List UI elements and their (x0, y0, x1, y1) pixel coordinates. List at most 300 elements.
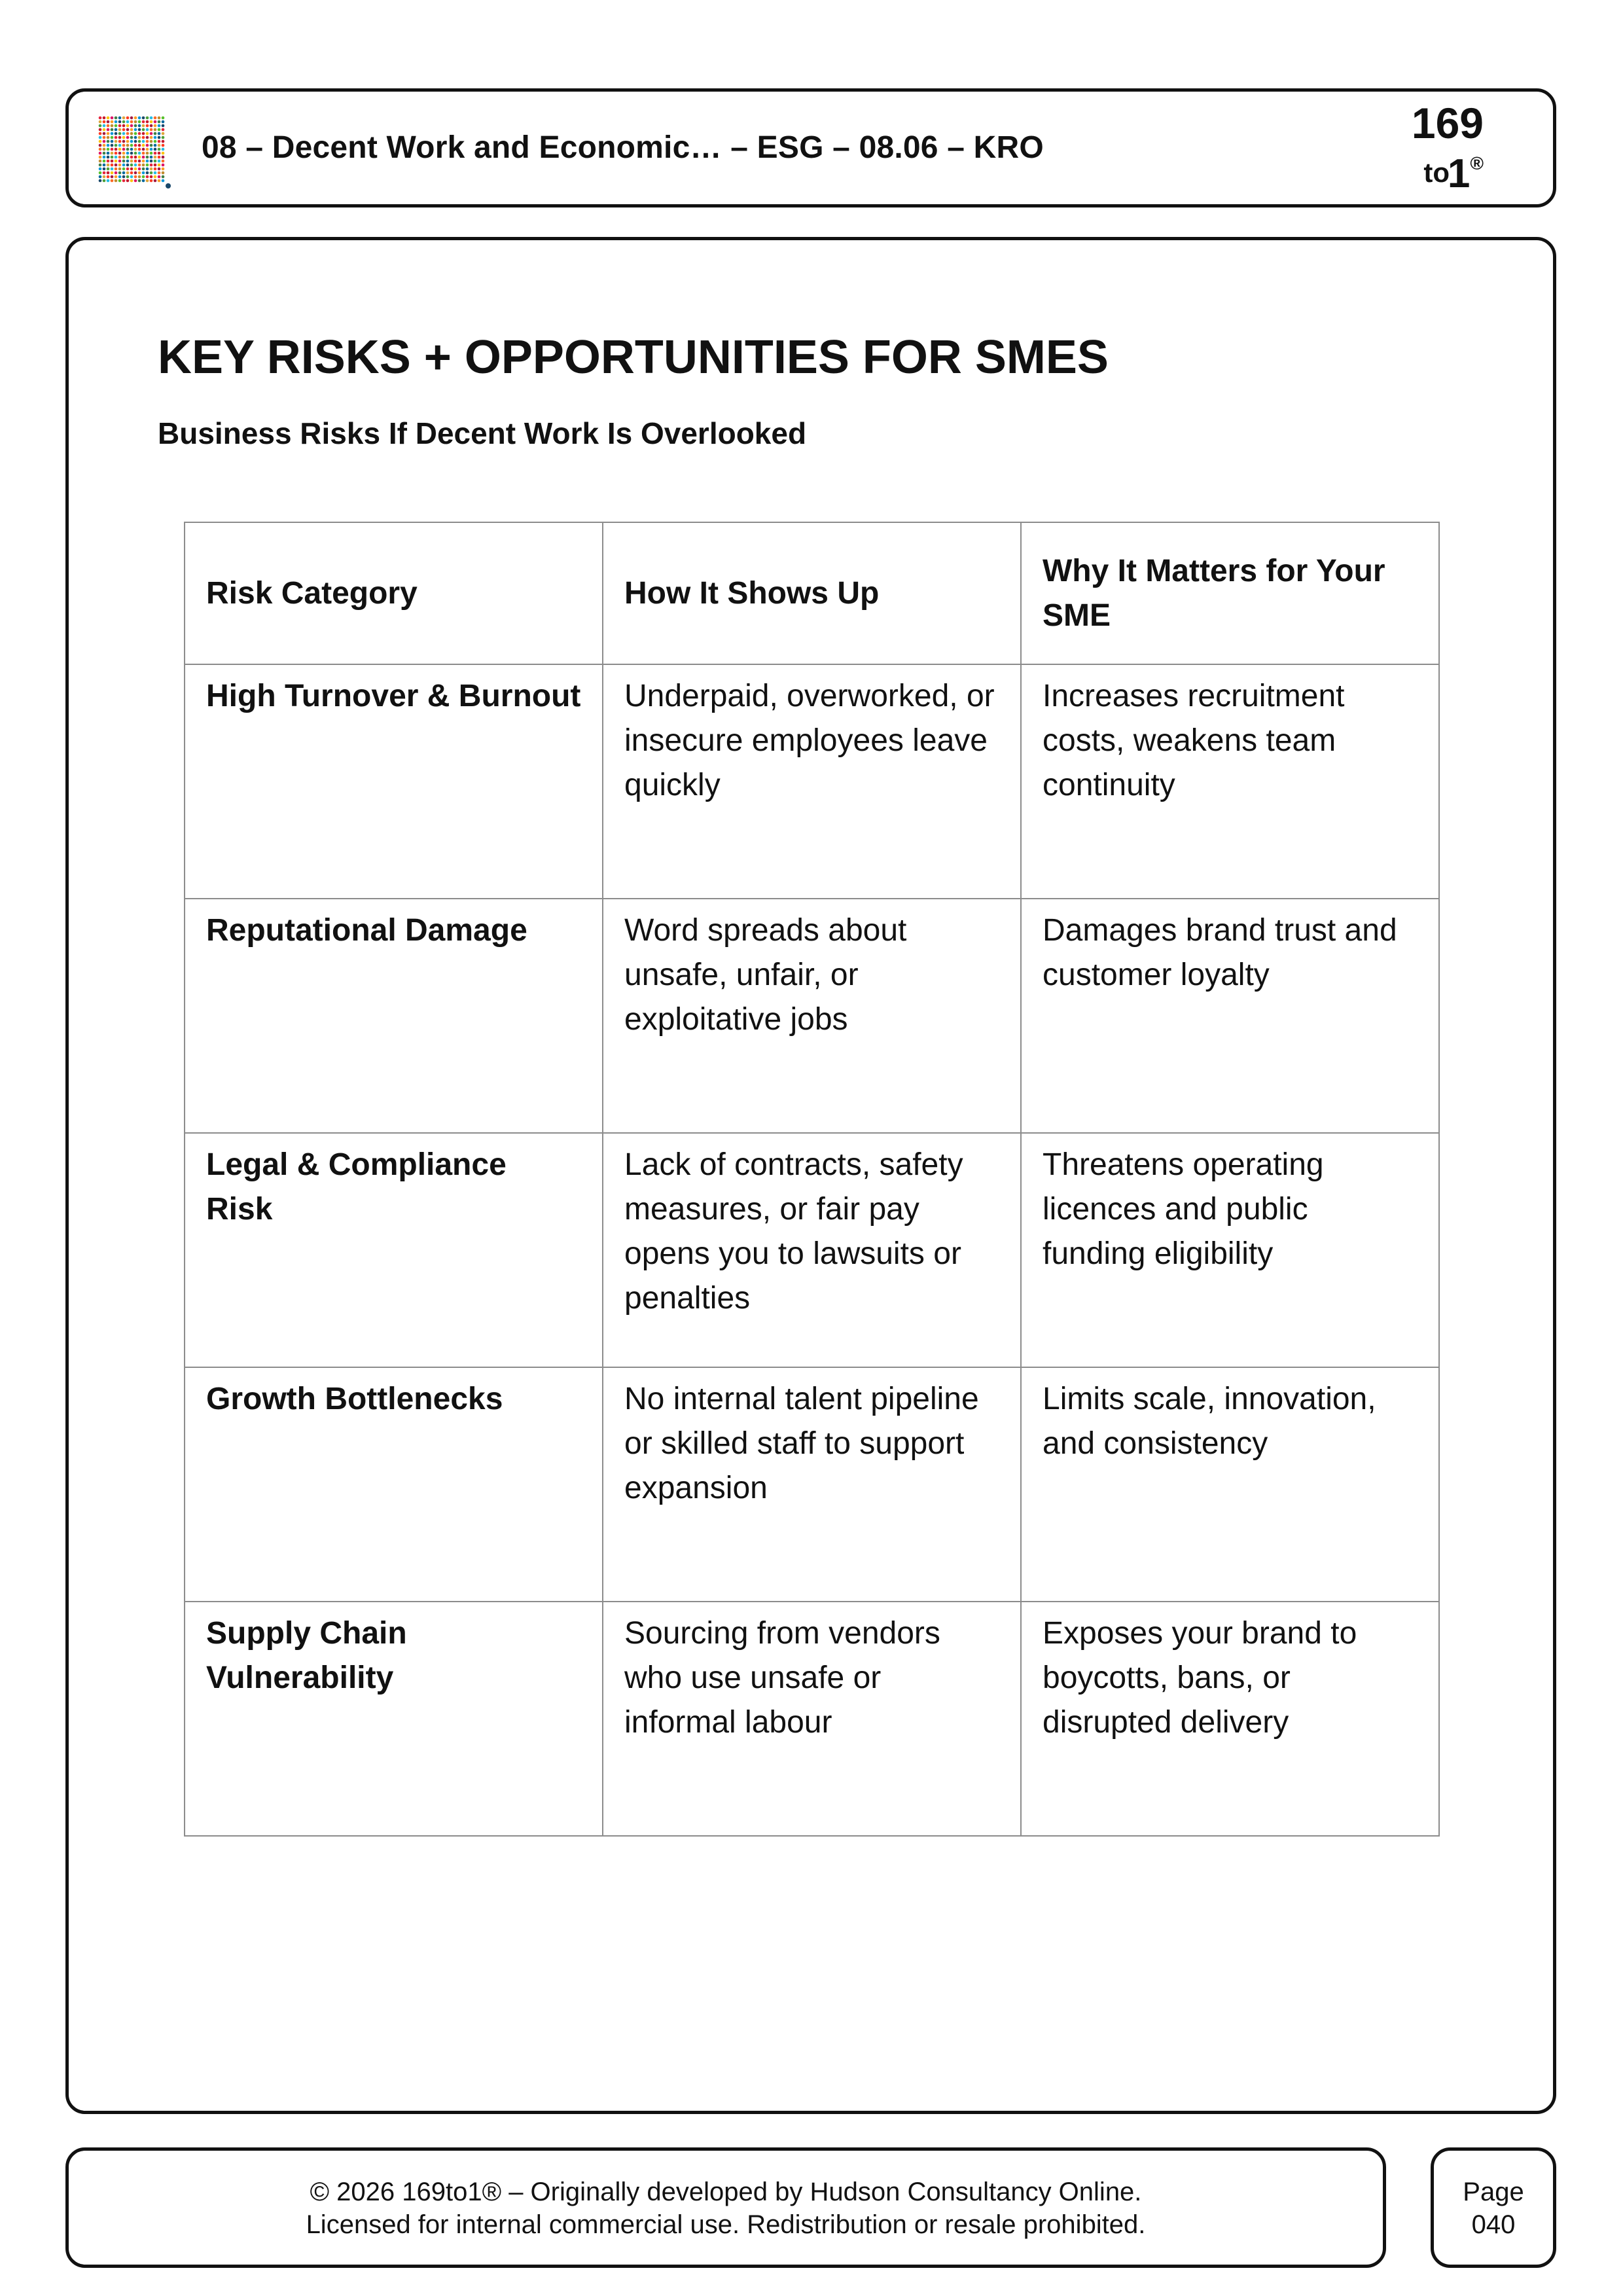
logo-dot (115, 175, 118, 179)
logo-dot (162, 175, 165, 179)
logo-dot (134, 128, 137, 132)
logo-dot (162, 132, 165, 135)
logo-dot (115, 160, 118, 163)
logo-dot (111, 171, 114, 175)
shows-up-cell: Sourcing from vendors who use unsafe or informal labour (603, 1602, 1021, 1836)
logo-dot (150, 175, 153, 179)
logo-dot (122, 160, 126, 163)
page-number: 040 (1471, 2210, 1516, 2239)
logo-dot (111, 124, 114, 128)
logo-dot (107, 179, 110, 183)
logo-dot (111, 175, 114, 179)
logo-dot (118, 124, 122, 128)
logo-dot (150, 120, 153, 124)
logo-dot (134, 152, 137, 155)
table-row (185, 1367, 1439, 1602)
shows-up-cell: Lack of contracts, safety measures, or fair pay opens you to lawsuits or penalties (603, 1133, 1021, 1367)
content-panel (65, 237, 1556, 2114)
logo-dot (126, 164, 130, 167)
logo-dot (99, 144, 102, 147)
logo-dot (122, 171, 126, 175)
logo-dot (103, 144, 106, 147)
logo-dot (107, 171, 110, 175)
logo-dot (111, 160, 114, 163)
logo-dot (122, 148, 126, 151)
logo-dot (134, 160, 137, 163)
logo-dot (111, 152, 114, 155)
why-matters-cell: Exposes your brand to boycotts, bans, or disrupted delivery (1021, 1602, 1439, 1836)
logo-dot (126, 120, 130, 124)
copyright-line: © 2026 169to1® – Originally developed by Hudson Consultancy Online. (310, 2178, 1142, 2206)
logo-dot (126, 148, 130, 151)
logo-dot (158, 128, 161, 132)
logo-dot (126, 152, 130, 155)
table-row (185, 899, 1439, 1133)
logo-dot (158, 136, 161, 139)
logo-dot (150, 179, 153, 183)
logo-dot (146, 117, 149, 120)
risk-category-cell: Legal & Compliance Risk (185, 1133, 603, 1367)
page-label: Page (1463, 2178, 1524, 2206)
logo-dot (126, 179, 130, 183)
logo-dot (146, 152, 149, 155)
logo-dot (115, 171, 118, 175)
logo-dot (122, 140, 126, 143)
logo-dot (122, 128, 126, 132)
logo-dot (138, 179, 141, 183)
logo-dot (142, 148, 145, 151)
logo-dot (154, 132, 157, 135)
logo-dot (103, 117, 106, 120)
logo-dot (103, 148, 106, 151)
logo-dot (158, 120, 161, 124)
logo-dot (122, 144, 126, 147)
logo-dot (158, 179, 161, 183)
logo-dot (130, 164, 134, 167)
logo-dot (126, 117, 130, 120)
logo-dot (154, 156, 157, 159)
brand-logo (1389, 98, 1494, 203)
logo-dot (103, 120, 106, 124)
logo-dot (130, 132, 134, 135)
risk-category-cell: Growth Bottlenecks (185, 1367, 603, 1602)
logo-dot (162, 140, 165, 143)
logo-dot (158, 140, 161, 143)
logo-dot (130, 152, 134, 155)
logo-dot (111, 120, 114, 124)
logo-dot (158, 156, 161, 159)
logo-dot (103, 160, 106, 163)
logo-dot (118, 152, 122, 155)
logo-dot (146, 179, 149, 183)
logo-dot (162, 164, 165, 167)
logo-dot (134, 175, 137, 179)
logo-dot (154, 164, 157, 167)
logo-dot (99, 140, 102, 143)
logo-dot (122, 152, 126, 155)
logo-dot (115, 136, 118, 139)
logo-dot (99, 148, 102, 151)
logo-dot (107, 144, 110, 147)
logo-dot (118, 117, 122, 120)
logo-dot (107, 148, 110, 151)
logo-dot (150, 156, 153, 159)
logo-dot (107, 132, 110, 135)
why-matters-cell: Damages brand trust and customer loyalty (1021, 899, 1439, 1133)
logo-dot (107, 160, 110, 163)
logo-dot (150, 128, 153, 132)
logo-dot (162, 128, 165, 132)
logo-dot (103, 136, 106, 139)
logo-dot (126, 168, 130, 171)
logo-dot (115, 120, 118, 124)
logo-dot (162, 120, 165, 124)
logo-dot (134, 124, 137, 128)
logo-dot (126, 124, 130, 128)
logo-dot (99, 156, 102, 159)
sdg-dot-grid-icon (98, 115, 171, 188)
why-matters-cell: Threatens operating licences and public funding eligibility (1021, 1133, 1439, 1367)
logo-dot (146, 160, 149, 163)
logo-dot (130, 175, 134, 179)
logo-dot (115, 179, 118, 183)
document-title: 08 – Decent Work and Economic… – ESG – 08.06 – KRO (202, 130, 1044, 165)
logo-dot (158, 148, 161, 151)
logo-dot (122, 120, 126, 124)
logo-dot (146, 168, 149, 171)
logo-dot (134, 117, 137, 120)
logo-dot (122, 156, 126, 159)
logo-dot (142, 175, 145, 179)
shows-up-cell: Word spreads about unsafe, unfair, or exploitative jobs (603, 899, 1021, 1133)
logo-dot (130, 156, 134, 159)
logo-dot (126, 175, 130, 179)
logo-dot (158, 132, 161, 135)
logo-dot (126, 156, 130, 159)
brand-one-digit: 1 (1447, 151, 1471, 196)
table-row (185, 1133, 1439, 1367)
logo-dot (150, 132, 153, 135)
logo-dot (99, 132, 102, 135)
logo-dot (158, 152, 161, 155)
logo-dot (99, 136, 102, 139)
logo-dot (146, 144, 149, 147)
why-matters-cell: Increases recruitment costs, weakens team continuity (1021, 664, 1439, 899)
logo-dot (115, 164, 118, 167)
logo-dot (162, 152, 165, 155)
logo-dot (115, 132, 118, 135)
logo-dot (150, 148, 153, 151)
logo-dot (111, 128, 114, 132)
logo-dot (118, 175, 122, 179)
logo-dot (122, 168, 126, 171)
logo-dot (126, 160, 130, 163)
logo-dot (162, 156, 165, 159)
logo-dot (162, 168, 165, 171)
logo-dot (134, 144, 137, 147)
logo-dot (126, 128, 130, 132)
logo-dot (130, 117, 134, 120)
logo-dot (126, 136, 130, 139)
logo-dot (142, 124, 145, 128)
logo-dot (154, 128, 157, 132)
logo-dot (166, 183, 171, 188)
logo-dot (107, 120, 110, 124)
logo-dot (115, 124, 118, 128)
logo-dot (154, 136, 157, 139)
page-subtitle: Business Risks If Decent Work Is Overlooked (158, 416, 807, 450)
logo-dot (111, 136, 114, 139)
logo-dot (122, 117, 126, 120)
logo-dot (118, 128, 122, 132)
logo-dot (142, 128, 145, 132)
logo-dot (111, 144, 114, 147)
risk-table (184, 522, 1440, 1837)
logo-dot (130, 128, 134, 132)
logo-dot (107, 124, 110, 128)
logo-dot (138, 168, 141, 171)
logo-dot (103, 175, 106, 179)
logo-dot (146, 164, 149, 167)
logo-dot (146, 124, 149, 128)
logo-dot (103, 164, 106, 167)
table-row (185, 664, 1439, 899)
logo-dot (150, 168, 153, 171)
logo-dot (154, 117, 157, 120)
column-header: How It Shows Up (603, 522, 1021, 664)
logo-dot (111, 140, 114, 143)
logo-dot (154, 144, 157, 147)
logo-dot (162, 117, 165, 120)
logo-dot (122, 124, 126, 128)
logo-dot (134, 171, 137, 175)
risk-category-cell: High Turnover & Burnout (185, 664, 603, 899)
logo-dot (107, 136, 110, 139)
logo-dot (162, 179, 165, 183)
logo-dot (130, 120, 134, 124)
logo-dot (115, 156, 118, 159)
logo-dot (130, 171, 134, 175)
logo-dot (146, 171, 149, 175)
logo-dot (158, 117, 161, 120)
logo-dot (126, 171, 130, 175)
logo-dot (99, 168, 102, 171)
logo-dot (150, 144, 153, 147)
logo-dot (138, 140, 141, 143)
logo-dot (154, 160, 157, 163)
logo-dot (118, 144, 122, 147)
logo-dot (138, 171, 141, 175)
logo-dot (111, 148, 114, 151)
logo-dot (103, 171, 106, 175)
logo-dot (134, 136, 137, 139)
table-header-row (185, 522, 1439, 664)
logo-dot (154, 175, 157, 179)
logo-dot (107, 117, 110, 120)
logo-dot (103, 168, 106, 171)
logo-dot (134, 148, 137, 151)
logo-dot (150, 152, 153, 155)
logo-dot (138, 120, 141, 124)
logo-dot (138, 124, 141, 128)
logo-dot (142, 179, 145, 183)
logo-dot (111, 132, 114, 135)
logo-dot (150, 124, 153, 128)
logo-dot (122, 132, 126, 135)
logo-dot (115, 144, 118, 147)
logo-dot (154, 148, 157, 151)
logo-dot (118, 140, 122, 143)
logo-dot (142, 132, 145, 135)
logo-dot (115, 140, 118, 143)
logo-dot (115, 168, 118, 171)
logo-dot (146, 140, 149, 143)
logo-dot (115, 128, 118, 132)
logo-dot (103, 140, 106, 143)
logo-dot (158, 168, 161, 171)
logo-dot (142, 117, 145, 120)
logo-dot (134, 164, 137, 167)
logo-dot (99, 175, 102, 179)
logo-dot (118, 179, 122, 183)
logo-dot (107, 152, 110, 155)
logo-dot (162, 124, 165, 128)
logo-dot (154, 120, 157, 124)
logo-dot (130, 140, 134, 143)
logo-dot (122, 164, 126, 167)
logo-dot (103, 156, 106, 159)
logo-dot (118, 160, 122, 163)
logo-dot (162, 136, 165, 139)
logo-dot (142, 144, 145, 147)
logo-dot (146, 156, 149, 159)
logo-dot (138, 148, 141, 151)
logo-dot (158, 164, 161, 167)
logo-dot (103, 124, 106, 128)
logo-dot (142, 156, 145, 159)
logo-dot (107, 164, 110, 167)
logo-dot (103, 132, 106, 135)
logo-dot (154, 152, 157, 155)
logo-dot (118, 164, 122, 167)
copyright-notice (69, 2176, 1383, 2241)
logo-dot (134, 132, 137, 135)
logo-dot (134, 168, 137, 171)
logo-dot (115, 117, 118, 120)
logo-dot (134, 156, 137, 159)
logo-dot (99, 120, 102, 124)
logo-dot (118, 171, 122, 175)
logo-dot (99, 124, 102, 128)
why-matters-cell: Limits scale, innovation, and consistency (1021, 1367, 1439, 1602)
logo-dot (138, 152, 141, 155)
logo-dot (111, 117, 114, 120)
logo-dot (126, 144, 130, 147)
brand-number: 169 (1411, 99, 1484, 147)
risk-category-cell: Reputational Damage (185, 899, 603, 1133)
logo-dot (162, 144, 165, 147)
logo-dot (118, 148, 122, 151)
logo-dot (142, 120, 145, 124)
logo-dot (115, 152, 118, 155)
page-title: KEY RISKS + OPPORTUNITIES FOR SMES (158, 331, 1109, 384)
logo-dot (107, 156, 110, 159)
logo-dot (138, 132, 141, 135)
column-header: Risk Category (185, 522, 603, 664)
logo-dot (162, 148, 165, 151)
logo-dot (138, 175, 141, 179)
logo-dot (107, 175, 110, 179)
logo-dot (142, 171, 145, 175)
logo-dot (146, 175, 149, 179)
logo-dot (154, 179, 157, 183)
logo-dot (107, 140, 110, 143)
logo-dot (111, 168, 114, 171)
logo-dot (150, 117, 153, 120)
license-line: Licensed for internal commercial use. Redistribution or resale prohibited. (306, 2210, 1146, 2239)
logo-dot (138, 117, 141, 120)
logo-dot (146, 132, 149, 135)
logo-dot (122, 179, 126, 183)
column-header: Why It Matters for Your SME (1021, 522, 1439, 664)
logo-dot (150, 164, 153, 167)
logo-dot (130, 148, 134, 151)
logo-dot (158, 175, 161, 179)
logo-dot (138, 144, 141, 147)
footer-bar (65, 2147, 1386, 2268)
logo-dot (146, 136, 149, 139)
page-indicator (1434, 2176, 1553, 2241)
logo-dot (107, 168, 110, 171)
logo-dot (162, 160, 165, 163)
logo-dot (130, 124, 134, 128)
brand-one (1448, 151, 1484, 197)
logo-dot (158, 124, 161, 128)
logo-dot (99, 160, 102, 163)
logo-dot (138, 164, 141, 167)
logo-dot (150, 136, 153, 139)
logo-dot (118, 132, 122, 135)
logo-dot (142, 152, 145, 155)
logo-dot (115, 148, 118, 151)
logo-dot (99, 117, 102, 120)
logo-dot (111, 164, 114, 167)
logo-dot (130, 136, 134, 139)
logo-dot (99, 179, 102, 183)
logo-dot (158, 171, 161, 175)
logo-dot (111, 156, 114, 159)
logo-dot (107, 128, 110, 132)
logo-dot (99, 171, 102, 175)
logo-dot (99, 152, 102, 155)
logo-dot (158, 160, 161, 163)
logo-dot (142, 164, 145, 167)
logo-dot (146, 120, 149, 124)
logo-dot (126, 132, 130, 135)
logo-dot (154, 140, 157, 143)
page-number-box (1431, 2147, 1556, 2268)
logo-dot (150, 171, 153, 175)
logo-dot (122, 175, 126, 179)
shows-up-cell: No internal talent pipeline or skilled staff to support expansion (603, 1367, 1021, 1602)
shows-up-cell: Underpaid, overworked, or insecure employees leave quickly (603, 664, 1021, 899)
logo-dot (118, 156, 122, 159)
logo-dot (150, 160, 153, 163)
logo-dot (103, 128, 106, 132)
table-row (185, 1602, 1439, 1836)
logo-dot (130, 179, 134, 183)
logo-dot (111, 179, 114, 183)
